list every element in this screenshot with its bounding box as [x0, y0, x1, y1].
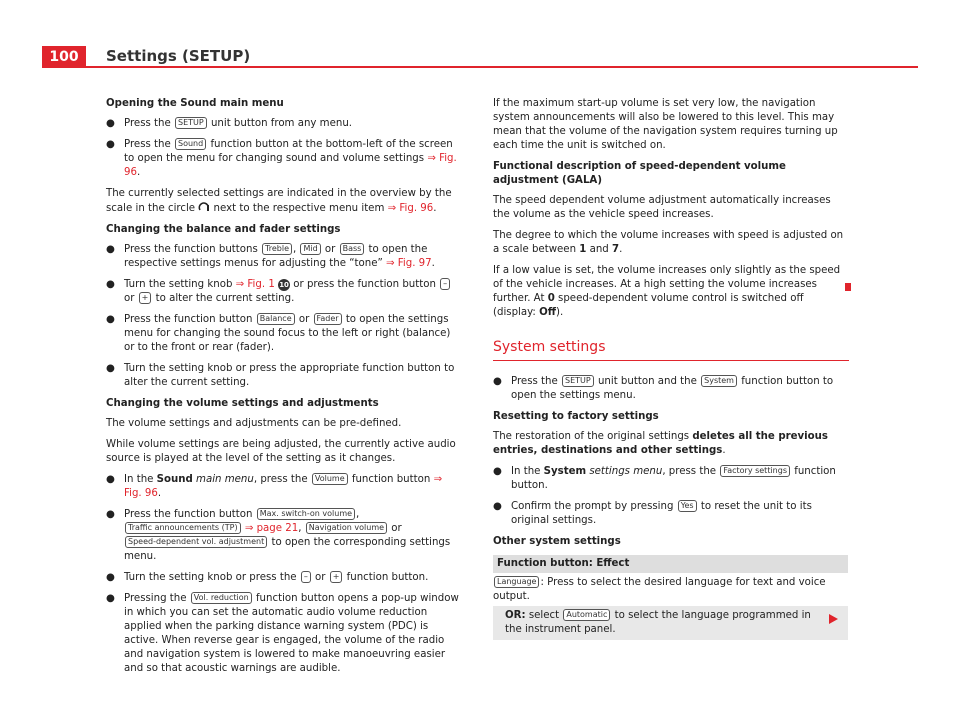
plus-key: + — [330, 571, 343, 583]
factory-settings-key: Factory settings — [720, 465, 790, 477]
language-key: Language — [494, 576, 539, 588]
setup-key: SETUP — [562, 375, 594, 387]
heading-volume-settings: Changing the volume settings and adjustments — [106, 398, 379, 409]
function-table — [493, 555, 848, 640]
mid-key: Mid — [300, 243, 320, 255]
bullet-item: ● Turn the setting knob or press the – or + function button. — [106, 572, 429, 583]
paragraph: The volume settings and adjustments can be pre-defined. — [106, 418, 402, 429]
left-column — [106, 97, 462, 683]
section-title-system-settings: System settings — [493, 339, 606, 355]
minus-key: – — [440, 278, 450, 290]
paragraph: The degree to which the volume increases with speed is adjusted on a scale between 1 and 7. — [493, 230, 844, 255]
page-ref[interactable]: ⇒ page 21 — [244, 523, 299, 534]
bullet-item: ● Pressing the Vol. reduction function button opens a pop-up window in which you can set the automatic audio volume reduction applied when the parking distance warning system (PDC) is active. When reverse gear is engaged, the volume of the radio and navigation system is lowered to make manoeuvring easier and so that acoustic warnings are audible. — [106, 593, 459, 674]
paragraph: The restoration of the original settings deletes all the previous entries, destinations and other settings. — [493, 431, 828, 456]
right-column — [493, 97, 849, 640]
paragraph: The speed dependent volume adjustment automatically increases the volume as the vehicle speed increases. — [493, 195, 831, 220]
callout-10-icon: 10 — [279, 281, 289, 289]
fig-ref[interactable]: ⇒ Fig. 96 — [124, 153, 457, 178]
bullet-item: ● Confirm the prompt by pressing Yes to reset the unit to its original settings. — [493, 501, 812, 526]
table-header: Function button: Effect — [493, 555, 848, 573]
fig-ref[interactable]: ⇒ Fig. 96 — [387, 203, 434, 214]
fig-ref[interactable]: ⇒ Fig. 1 — [235, 279, 275, 290]
system-key: System — [701, 375, 737, 387]
volume-key: Volume — [312, 473, 348, 485]
bullet-item: ● In the Sound main menu, press the Volume function button ⇒ Fig. 96. — [106, 474, 443, 499]
fig-ref[interactable]: ⇒ Fig. 96 — [124, 474, 443, 499]
heading-other-system: Other system settings — [493, 536, 621, 547]
paragraph: If a low value is set, the volume increases only slightly as the speed of the vehicle increases. At a high setting the volume increases further. At 0 speed-dependent volume control is switched off (display: Off). — [493, 265, 841, 318]
bullet-item: ● Press the function button Max. switch-on volume , Traffic announcements (TP) ⇒ page 21, Navigation volume or Speed-dependent vol. adjustment to open the corresponding settings menu. — [106, 509, 451, 562]
paragraph: If the maximum start-up volume is set very low, the navigation system announcements will also be lowered to this level. This may mean that the volume of the navigation system requires turning up each time the unit is switched on. — [493, 98, 838, 151]
traffic-announcements-key: Traffic announcements (TP) — [125, 522, 241, 534]
treble-key: Treble — [262, 243, 292, 255]
header-rule — [86, 66, 918, 68]
bullet-item: ● Press the SETUP unit button from any menu. — [106, 118, 353, 129]
paragraph: While volume settings are being adjusted, the currently active audio source is played at the level of the setting as it changes. — [106, 439, 456, 464]
bullet-item: ● Press the SETUP unit button and the System function button to open the settings menu. — [493, 376, 834, 401]
balance-key: Balance — [257, 313, 295, 325]
max-switch-on-volume-key: Max. switch-on volume — [257, 508, 355, 520]
heading-gala: Functional description of speed-dependent volume adjustment (GALA) — [493, 161, 786, 186]
bass-key: Bass — [340, 243, 365, 255]
bullet-item: ● Turn the setting knob ⇒ Fig. 1 10 or press the function button – or + to alter the current setting. — [106, 278, 462, 306]
yes-key: Yes — [678, 500, 697, 512]
table-row: OR: select Automatic to select the language programmed in the instrument panel. — [493, 606, 848, 640]
section-rule — [493, 360, 849, 361]
page-number: 100 — [49, 49, 79, 65]
section-end-mark — [845, 283, 851, 291]
bullet-item: ● Press the function button Balance or Fader to open the settings menu for changing the sound focus to the left or right (balance) or to the front or rear (fader). — [106, 314, 451, 353]
bullet-item: ● Press the function buttons Treble , Mid or Bass to open the respective settings menus for adjusting the “tone” ⇒ Fig. 97. — [106, 244, 435, 269]
sound-key: Sound — [175, 138, 206, 150]
fig-ref[interactable]: ⇒ Fig. 97 — [386, 258, 432, 269]
bullet-item: ● Turn the setting knob or press the appropriate function button to alter the current setting. — [106, 363, 455, 388]
page-header-title: Settings (SETUP) — [106, 47, 251, 65]
navigation-volume-key: Navigation volume — [306, 522, 387, 534]
fader-key: Fader — [314, 313, 342, 325]
automatic-key: Automatic — [563, 609, 610, 621]
continue-arrow-icon — [829, 614, 838, 624]
bullet-item: ● In the System settings menu, press the Factory settings function button. — [493, 466, 836, 491]
table-row: Language : Press to select the desired language for text and voice output. — [493, 577, 826, 602]
scale-circle-icon — [198, 201, 210, 212]
paragraph: The currently selected settings are indicated in the overview by the scale in the circle next to the respective menu item ⇒ Fig. 96. — [106, 188, 452, 214]
minus-key: – — [301, 571, 311, 583]
bullet-item: ● Press the Sound function button at the bottom-left of the screen to open the menu for changing sound and volume settings ⇒ Fig. 96. — [106, 139, 457, 178]
heading-balance-fader: Changing the balance and fader settings — [106, 224, 341, 235]
vol-reduction-key: Vol. reduction — [191, 592, 252, 604]
plus-key: + — [139, 292, 152, 304]
heading-opening-sound: Opening the Sound main menu — [106, 98, 284, 109]
setup-key: SETUP — [175, 117, 207, 129]
heading-factory-reset: Resetting to factory settings — [493, 411, 659, 422]
speed-dependent-key: Speed-dependent vol. adjustment — [125, 536, 267, 548]
